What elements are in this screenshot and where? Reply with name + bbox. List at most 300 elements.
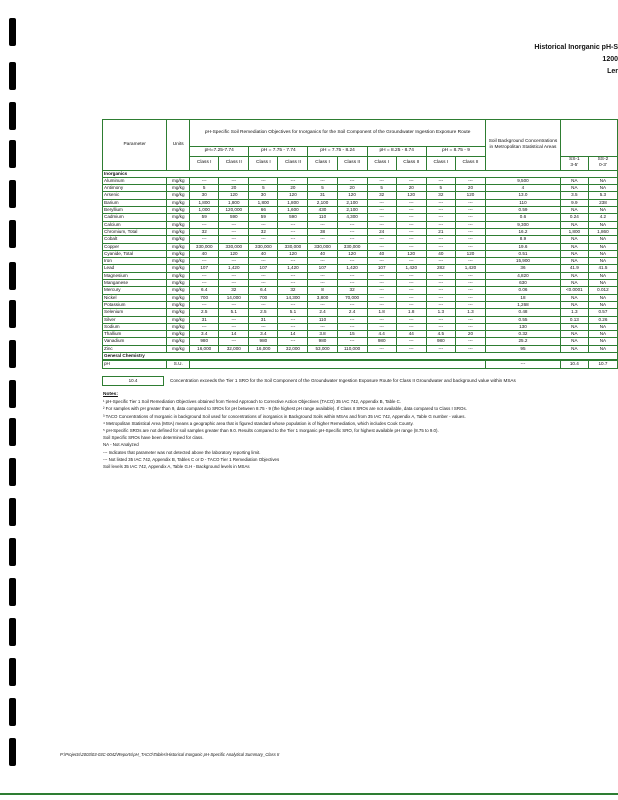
objective-cell: --- xyxy=(367,258,396,265)
sample-id: SS-2 0-3' xyxy=(588,157,617,171)
objective-cell: --- xyxy=(249,258,278,265)
objective-cell: 14,300 xyxy=(278,294,308,301)
legend-text: Concentration exceeds the Tier 1 SRO for the Soil Component of the Groundwater Ingestion Exposure Route for Class II Groundwater and background value within MSAs xyxy=(170,378,516,383)
objective-cell: --- xyxy=(190,258,219,265)
objective-cell: 32 xyxy=(278,287,308,294)
objective-cell: 32 xyxy=(426,192,455,199)
parameter-cell: Selenium xyxy=(103,309,167,316)
objective-cell: 6.4 xyxy=(190,287,219,294)
parameter-cell: Potassium xyxy=(103,301,167,308)
units-cell: mg/kg xyxy=(167,331,190,338)
objective-cell: --- xyxy=(396,338,426,345)
objective-cell: --- xyxy=(455,207,485,214)
note-line: Soil levels 35 IAC 742, Appendix A, Table G.H - Background levels in MSAs xyxy=(103,464,250,470)
objective-cell: 980 xyxy=(426,338,455,345)
table-row xyxy=(103,331,618,338)
sample-result-cell: 0.26 xyxy=(588,316,617,323)
table-row xyxy=(103,214,618,221)
objective-cell: --- xyxy=(337,323,367,330)
objective-cell: --- xyxy=(426,177,455,184)
table-row xyxy=(103,323,618,330)
objective-cell: --- xyxy=(455,316,485,323)
objective-cell: --- xyxy=(278,272,308,279)
units-cell: mg/kg xyxy=(167,272,190,279)
parameter-cell: Thallium xyxy=(103,331,167,338)
analytical-summary-table xyxy=(102,119,618,369)
parameter-cell: Cobalt xyxy=(103,236,167,243)
background-cell: 1,268 xyxy=(486,301,561,308)
objective-cell: 21 xyxy=(426,228,455,235)
objective-cell: --- xyxy=(278,236,308,243)
objective-cell: --- xyxy=(455,294,485,301)
units-cell: mg/kg xyxy=(167,192,190,199)
objective-cell: 110 xyxy=(308,316,337,323)
units-cell: mg/kg xyxy=(167,338,190,345)
objective-cell: 110,000 xyxy=(337,345,367,352)
objective-cell: --- xyxy=(219,301,249,308)
objective-cell: --- xyxy=(367,243,396,250)
objective-cell: --- xyxy=(278,316,308,323)
background-cell: 4 xyxy=(486,185,561,192)
sample-result-cell: NA xyxy=(560,177,588,184)
objective-cell: --- xyxy=(426,316,455,323)
objective-cell: 66 xyxy=(249,207,278,214)
background-cell: 630 xyxy=(486,280,561,287)
objective-cell: --- xyxy=(190,323,219,330)
objective-cell: --- xyxy=(278,177,308,184)
note-line: --- Not listed 35 IAC 742, Appendix B, Tables C or D - TACO Tier 1 Remediation Objectives xyxy=(103,456,280,462)
objective-cell: --- xyxy=(337,177,367,184)
binder-hole xyxy=(9,220,16,248)
objective-cell: 107 xyxy=(190,265,219,272)
objective-cell: 330,000 xyxy=(278,243,308,250)
table-row xyxy=(103,353,618,361)
objective-cell: --- xyxy=(190,272,219,279)
note-line: NA - Not Analyzed xyxy=(103,442,139,448)
objective-cell: 44 xyxy=(396,331,426,338)
objective-cell: --- xyxy=(249,323,278,330)
binder-hole xyxy=(9,578,16,606)
sample-result-cell: 3.5 xyxy=(560,192,588,199)
sample-result-cell: NA xyxy=(588,236,617,243)
background-cell: 110 xyxy=(486,199,561,206)
objective-cell: 5.1 xyxy=(278,309,308,316)
table-row xyxy=(103,228,618,235)
table-row xyxy=(103,338,618,345)
objective-cell: --- xyxy=(190,236,219,243)
objective-cell: --- xyxy=(278,280,308,287)
notes-title: Notes: xyxy=(103,392,118,397)
objective-cell: 20 xyxy=(455,185,485,192)
objective-cell: 20 xyxy=(396,185,426,192)
objective-cell: --- xyxy=(190,280,219,287)
objective-cell: --- xyxy=(278,258,308,265)
objective-cell: --- xyxy=(249,301,278,308)
class-header: Class II xyxy=(219,157,249,171)
class-header: Class I xyxy=(367,157,396,171)
objective-cell: 5 xyxy=(426,185,455,192)
objective-cell: --- xyxy=(337,280,367,287)
objective-cell: --- xyxy=(337,301,367,308)
objective-cell: --- xyxy=(396,272,426,279)
table-row xyxy=(103,265,618,272)
objective-cell: --- xyxy=(426,301,455,308)
objective-cell: 2.4 xyxy=(308,309,337,316)
background-header: Soil Background Concentrations in Metropolitan Statistical Areas xyxy=(486,120,561,171)
sample-result-cell: NA xyxy=(560,258,588,265)
objective-cell: 32 xyxy=(337,287,367,294)
units-cell: mg/kg xyxy=(167,243,190,250)
objective-cell: 120,000 xyxy=(219,207,249,214)
objective-cell: 1,420 xyxy=(337,265,367,272)
sample-result-cell: NA xyxy=(560,185,588,192)
objective-cell: --- xyxy=(337,258,367,265)
sample-result-cell: 1,800 xyxy=(560,228,588,235)
sample-result-cell: 238 xyxy=(588,199,617,206)
objective-cell: --- xyxy=(455,236,485,243)
sample-result-cell: NA xyxy=(560,207,588,214)
objective-cell: --- xyxy=(396,258,426,265)
ph-range-header: pH = 8.75 - 9 xyxy=(426,147,485,157)
sample-result-cell: 41.5 xyxy=(588,265,617,272)
objective-cell: --- xyxy=(308,272,337,279)
section-inorganics: Inorganics xyxy=(103,170,618,177)
objective-cell: 120 xyxy=(396,192,426,199)
parameter-cell: Magnesium xyxy=(103,272,167,279)
objective-cell: --- xyxy=(396,214,426,221)
binder-hole xyxy=(9,340,16,368)
parameter-cell: Antimony xyxy=(103,185,167,192)
background-cell: 0.6 xyxy=(486,214,561,221)
objective-cell: 1,600 xyxy=(278,207,308,214)
objective-cell: --- xyxy=(455,338,485,345)
binder-holes xyxy=(9,0,17,800)
legend xyxy=(102,376,618,385)
units-cell: mg/kg xyxy=(167,177,190,184)
sample-result-cell: NA xyxy=(588,338,617,345)
background-cell: 25.2 xyxy=(486,338,561,345)
objective-cell: --- xyxy=(426,280,455,287)
objective-cell: 6.4 xyxy=(249,287,278,294)
sample-result-cell: NA xyxy=(588,301,617,308)
objective-cell: --- xyxy=(337,221,367,228)
objective-cell: 1,800 xyxy=(190,199,219,206)
objective-cell: --- xyxy=(367,345,396,352)
parameter-header: Parameter xyxy=(103,120,167,171)
objective-cell: 330,000 xyxy=(190,243,219,250)
binder-hole xyxy=(9,538,16,566)
sample-result-cell: NA xyxy=(588,272,617,279)
objective-cell: --- xyxy=(219,236,249,243)
objective-cell: 2,100 xyxy=(308,199,337,206)
objective-cell: 20 xyxy=(278,185,308,192)
objective-cell: --- xyxy=(455,177,485,184)
sample-result-cell: NA xyxy=(588,345,617,352)
objective-cell: 107 xyxy=(249,265,278,272)
sample-result-cell: NA xyxy=(560,331,588,338)
objective-cell: --- xyxy=(367,199,396,206)
table-row xyxy=(103,294,618,301)
objective-cell: --- xyxy=(337,272,367,279)
objective-cell: 20 xyxy=(455,331,485,338)
parameter-cell: Beryllium xyxy=(103,207,167,214)
background-cell: 8.9 xyxy=(486,236,561,243)
objective-cell: 1,000 xyxy=(190,207,219,214)
objective-cell: 32 xyxy=(367,192,396,199)
objective-cell: 3.4 xyxy=(190,331,219,338)
parameter-cell: Calcium xyxy=(103,221,167,228)
section-general-chemistry: General Chemistry xyxy=(103,353,618,361)
objective-cell: --- xyxy=(367,280,396,287)
objective-cell: --- xyxy=(396,316,426,323)
objective-cell: --- xyxy=(367,323,396,330)
objective-cell: --- xyxy=(219,177,249,184)
notes-lines xyxy=(103,398,467,470)
objective-cell: --- xyxy=(308,177,337,184)
note-line: ⁴ Metropolitan Statistical Area (MSA) means a geographic area that is figured standard whose population is of higher Remediation, which includes Cook County. xyxy=(103,420,414,426)
objective-cell: 590 xyxy=(278,214,308,221)
sample-result-cell: 1.3 xyxy=(560,309,588,316)
objective-cell: --- xyxy=(426,287,455,294)
objective-cell: --- xyxy=(249,221,278,228)
objective-cell: --- xyxy=(396,177,426,184)
file-path: P:\Projects\2003\03-03C-0042\Reports\pH_TACO\Tables\Historical Inorganic pH-Specific Analytical Summary_Class II xyxy=(60,752,280,757)
table-row xyxy=(103,309,618,316)
sample-result-cell: NA xyxy=(588,280,617,287)
objective-cell: 120 xyxy=(219,250,249,257)
background-cell: --- xyxy=(486,360,561,368)
objective-cell: 120 xyxy=(455,250,485,257)
sample-result-cell: 0.57 xyxy=(588,309,617,316)
objective-cell: --- xyxy=(337,228,367,235)
objective-cell: --- xyxy=(455,228,485,235)
parameter-cell: Mercury xyxy=(103,287,167,294)
sample-result-cell: 10.4 xyxy=(560,360,588,368)
objective-cell: --- xyxy=(308,236,337,243)
objective-cell: 1.3 xyxy=(455,309,485,316)
objective-cell: 1.8 xyxy=(367,309,396,316)
table-row xyxy=(103,345,618,352)
objectives-header: pH-Specific Soil Remediation Objectives for Inorganics for the Soil Component of the Groundwater Ingestion Exposure Route xyxy=(190,120,486,147)
notes xyxy=(103,391,467,470)
background-cell: 15,900 xyxy=(486,258,561,265)
objective-cell: --- xyxy=(455,301,485,308)
class-header: Class I xyxy=(308,157,337,171)
objective-cell: 700 xyxy=(190,294,219,301)
footer-rule xyxy=(0,793,618,795)
objective-cell: --- xyxy=(278,228,308,235)
objective-cell: --- xyxy=(367,221,396,228)
objective-cell: 14,000 xyxy=(219,294,249,301)
note-line: ² For samples with pH greater than 9, data compared to SROs for pH between 8.75 - 9 (the highest pH range available). If Class II SROs are not available, data compared to Class I SROs. xyxy=(103,406,467,412)
sample-result-cell: 0.012 xyxy=(588,287,617,294)
objective-cell: 59 xyxy=(190,214,219,221)
header-number: 1200 xyxy=(602,56,618,63)
objective-cell: --- xyxy=(308,301,337,308)
objective-cell: --- xyxy=(308,323,337,330)
objective-cell: --- xyxy=(219,258,249,265)
header-location: Ler xyxy=(607,68,618,75)
objective-cell: --- xyxy=(455,323,485,330)
binder-hole xyxy=(9,140,16,168)
objective-cell: --- xyxy=(367,301,396,308)
background-cell: 19.6 xyxy=(486,243,561,250)
sample-result-cell: NA xyxy=(560,250,588,257)
objective-cell: --- xyxy=(190,177,219,184)
table-row xyxy=(103,207,618,214)
objective-cell: --- xyxy=(219,338,249,345)
legend-box: 10.4 xyxy=(102,376,164,386)
objective-cell: 120 xyxy=(337,192,367,199)
binder-hole xyxy=(9,18,16,46)
note-line: ⁵ pH-Specific SROs are not defined for soil samples greater than 9.0. Results compared to the Tier 1 Inorganic pH-Specific SRO, for highest available pH range (8.75 to 9.0). xyxy=(103,428,439,434)
objective-cell: --- xyxy=(367,316,396,323)
objective-cell: 8 xyxy=(308,287,337,294)
objective-cell: 53,000 xyxy=(308,345,337,352)
objective-cell: --- xyxy=(219,221,249,228)
background-cell: 16.2 xyxy=(486,228,561,235)
objective-cell: 5 xyxy=(190,185,219,192)
objective-cell: 20 xyxy=(219,185,249,192)
sample-result-cell: 5.3 xyxy=(588,192,617,199)
units-cell: mg/kg xyxy=(167,287,190,294)
table-row xyxy=(103,287,618,294)
binder-hole xyxy=(9,498,16,526)
parameter-cell: Cyanide, Total xyxy=(103,250,167,257)
objective-cell: 120 xyxy=(278,192,308,199)
objective-cell: 3,800 xyxy=(308,294,337,301)
background-cell: 9,300 xyxy=(486,221,561,228)
objective-cell: --- xyxy=(396,236,426,243)
sample-result-cell: NA xyxy=(588,185,617,192)
objective-cell: 700 xyxy=(249,294,278,301)
objective-cell xyxy=(190,360,486,368)
table-row xyxy=(103,272,618,279)
objective-cell: --- xyxy=(249,280,278,287)
binder-hole xyxy=(9,180,16,208)
objective-cell: --- xyxy=(426,243,455,250)
objective-cell: --- xyxy=(426,323,455,330)
objective-cell: --- xyxy=(278,323,308,330)
note-line: ¹ pH-Specific Tier 1 Soil Remediation Objectives obtained from Tiered Approach to Corrective Action Objectives (TACO) 35 IAC 742, Appendix B, Table C. xyxy=(103,399,402,405)
objective-cell: --- xyxy=(396,294,426,301)
sample-result-cell: <0.0001 xyxy=(560,287,588,294)
objective-cell: 1.3 xyxy=(426,309,455,316)
sample-id: SS-1 3-5' xyxy=(560,157,588,171)
objective-cell: 30 xyxy=(190,192,219,199)
parameter-cell: Copper xyxy=(103,243,167,250)
sample-result-cell: NA xyxy=(588,207,617,214)
objective-cell: 30 xyxy=(249,192,278,199)
objective-cell: --- xyxy=(219,228,249,235)
table-row xyxy=(103,301,618,308)
objective-cell: --- xyxy=(426,258,455,265)
objective-cell: 15 xyxy=(337,331,367,338)
binder-hole xyxy=(9,658,16,686)
objective-cell: 14 xyxy=(278,331,308,338)
table-row xyxy=(103,221,618,228)
objective-cell: --- xyxy=(455,221,485,228)
sample-result-cell: NA xyxy=(560,338,588,345)
background-cell: 9,500 xyxy=(486,177,561,184)
objective-cell: --- xyxy=(367,177,396,184)
objective-cell: --- xyxy=(396,228,426,235)
parameter-cell: Zinc xyxy=(103,345,167,352)
objective-cell: 120 xyxy=(396,250,426,257)
objective-cell: --- xyxy=(426,221,455,228)
objective-cell: 282 xyxy=(426,265,455,272)
objective-cell: --- xyxy=(396,280,426,287)
objective-cell: --- xyxy=(219,280,249,287)
units-cell: mg/kg xyxy=(167,345,190,352)
binder-hole xyxy=(9,458,16,486)
table-row xyxy=(103,316,618,323)
objective-cell: 1,420 xyxy=(455,265,485,272)
background-cell: 130 xyxy=(486,323,561,330)
objective-cell: --- xyxy=(308,258,337,265)
objective-cell: 24 xyxy=(367,228,396,235)
objective-cell: 59 xyxy=(249,214,278,221)
objective-cell: 110 xyxy=(308,214,337,221)
units-cell: mg/kg xyxy=(167,214,190,221)
parameter-cell: Vanadium xyxy=(103,338,167,345)
objective-cell: --- xyxy=(219,323,249,330)
sample-result-cell: NA xyxy=(560,221,588,228)
objective-cell: --- xyxy=(455,258,485,265)
objective-cell: --- xyxy=(249,177,278,184)
note-line: ³ TACO Concentrations of Inorganic in background Soil used for concentrations of inorganics in Background Soils within MSAs and from 35 IAC 742, Appendix A, Table G number - values. xyxy=(103,413,466,419)
sample-result-cell: NA xyxy=(560,301,588,308)
table-row xyxy=(103,250,618,257)
sample-result-cell: NA xyxy=(588,177,617,184)
units-cell: mg/kg xyxy=(167,316,190,323)
objective-cell: --- xyxy=(308,280,337,287)
objective-cell: --- xyxy=(367,214,396,221)
class-header: Class II xyxy=(396,157,426,171)
objective-cell: 330,000 xyxy=(308,243,337,250)
objective-cell: 5 xyxy=(249,185,278,192)
objective-cell: --- xyxy=(308,221,337,228)
objective-cell: 3.4 xyxy=(249,331,278,338)
objective-cell: --- xyxy=(396,221,426,228)
binder-hole xyxy=(9,738,16,766)
sample-result-cell: NA xyxy=(560,294,588,301)
binder-hole xyxy=(9,618,16,646)
class-header: Class I xyxy=(190,157,219,171)
objective-cell: --- xyxy=(367,287,396,294)
objective-cell: 32,000 xyxy=(219,345,249,352)
table-row xyxy=(103,280,618,287)
objective-cell: 1,800 xyxy=(249,199,278,206)
objective-cell: 980 xyxy=(367,338,396,345)
objective-cell: 40 xyxy=(190,250,219,257)
units-cell: mg/kg xyxy=(167,265,190,272)
objective-cell: --- xyxy=(278,221,308,228)
header-title: Historical Inorganic pH-S xyxy=(534,44,618,51)
parameter-cell: Cadmium xyxy=(103,214,167,221)
table-row xyxy=(103,236,618,243)
objective-cell: 16,000 xyxy=(190,345,219,352)
objective-cell: 5 xyxy=(308,185,337,192)
sample-result-cell: NA xyxy=(588,294,617,301)
sample-result-cell: NA xyxy=(560,236,588,243)
objective-cell: --- xyxy=(190,301,219,308)
objective-cell: 1,420 xyxy=(396,265,426,272)
parameter-cell: Sodium xyxy=(103,323,167,330)
objective-cell: --- xyxy=(426,207,455,214)
parameter-cell: Barium xyxy=(103,199,167,206)
objective-cell: 2.4 xyxy=(337,309,367,316)
